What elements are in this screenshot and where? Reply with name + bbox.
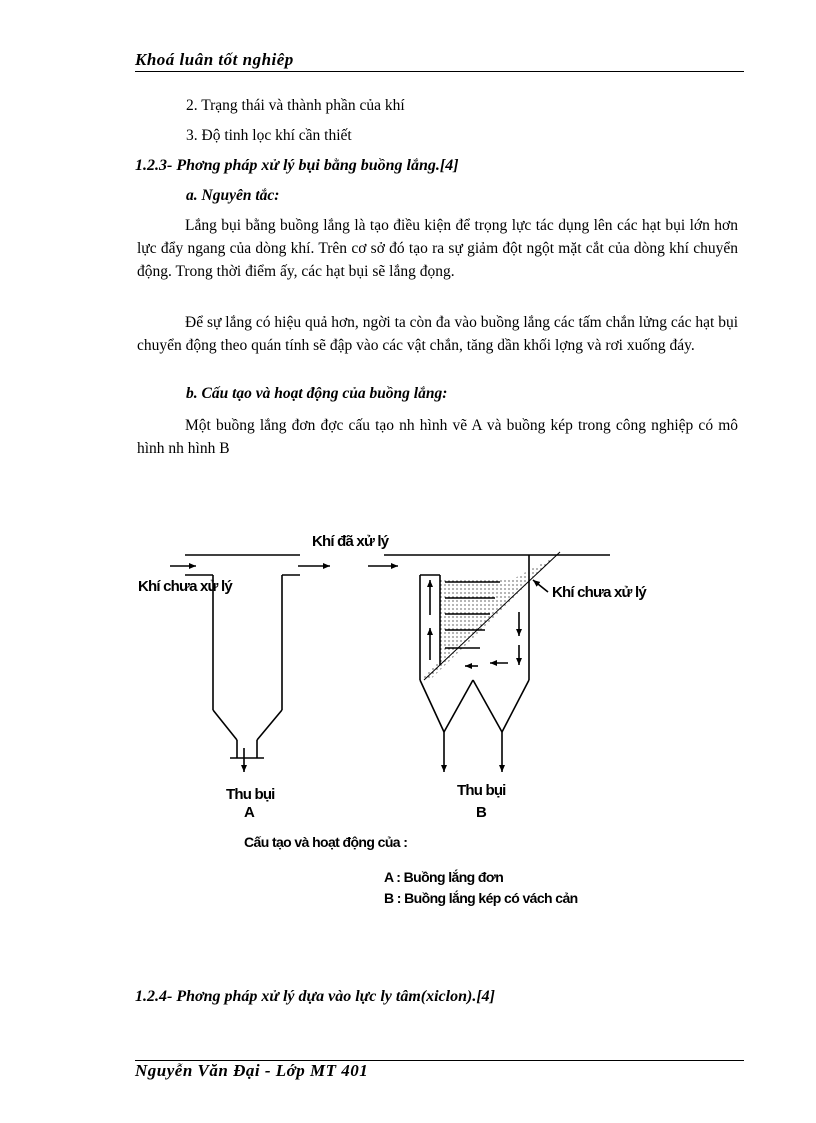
paragraph-structure: Một buồng lắng đơn đợc cấu tạo nh hình vẽ A và buồng kép trong công nghiệp có mô hình nh hình B	[137, 417, 738, 457]
label-chamber-a: A	[244, 804, 255, 821]
label-chamber-b: B	[476, 804, 487, 821]
section-heading-1-2-3: 1.2.3- Phơng pháp xử lý bụi bằng buồng lắng.[4]	[135, 157, 459, 174]
caption-title: Cấu tạo và hoạt động của :	[244, 834, 408, 850]
section-heading-1-2-4: 1.2.4- Phơng pháp xử lý dựa vào lực ly tâm(xiclon).[4]	[135, 988, 495, 1005]
subheading-structure: b. Cấu tạo và hoạt động của buồng lắng:	[186, 385, 448, 402]
paragraph-principle-1: Lắng bụi bằng buồng lắng là tạo điều kiện để trọng lực tác dụng lên các hạt bụi lớn hơn lực đẩy ngang của dòng khí. Trên cơ sở đó tạo ra sự giảm đột ngột mặt cắt của dòng khí chuyển động. Trong thời điểm ấy, các hạt bụi sẽ lắng đọng.	[137, 217, 738, 280]
label-dust-collection-b: Thu bụi	[457, 782, 506, 799]
caption-chamber-a: A : Buồng lắng đơn	[384, 869, 504, 885]
page-footer-author: Nguyễn Văn Đại - Lớp MT 401	[135, 1061, 369, 1080]
label-untreated-gas-left: Khí chưa xử lý	[138, 578, 232, 595]
list-item-purity: 3. Độ tinh lọc khí cần thiết	[186, 127, 352, 144]
label-treated-gas: Khí đã xử lý	[312, 533, 389, 550]
paragraph-principle-2: Để sự lắng có hiệu quả hơn, ngời ta còn đa vào buồng lắng các tấm chắn lửng các hạt bụi chuyển động theo quán tính sẽ đập vào các vật chắn, tăng dần khối lợng và rơi xuống đáy.	[137, 314, 738, 354]
label-dust-collection-a: Thu bụi	[226, 786, 275, 803]
page-header-title: Khoá luân tốt nghiêp	[135, 50, 294, 69]
subheading-principle: a. Nguyên tắc:	[186, 187, 280, 204]
list-item-state: 2. Trạng thái và thành phần của khí	[186, 97, 405, 114]
label-untreated-gas-right: Khí chưa xử lý	[552, 584, 646, 601]
caption-chamber-b: B : Buồng lắng kép có vách cản	[384, 890, 578, 906]
